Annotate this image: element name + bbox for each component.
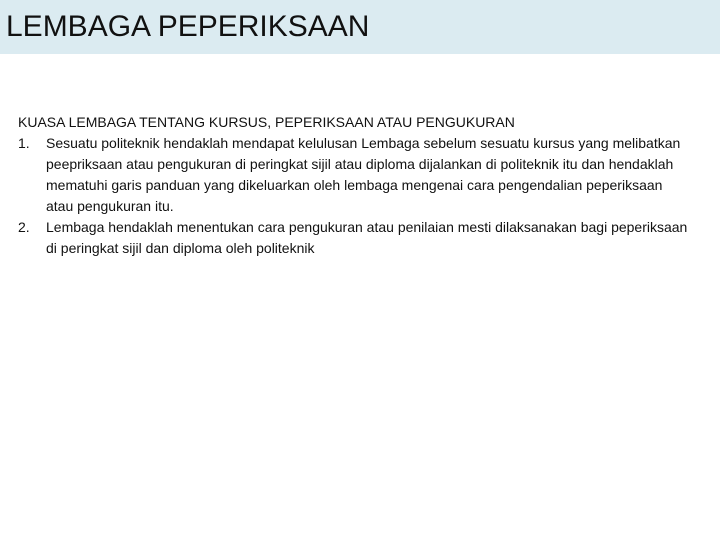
title-bar xyxy=(0,0,720,54)
list-item-number: 1. xyxy=(18,135,30,151)
list-item-text: Sesuatu politeknik hendaklah mendapat kelulusan Lembaga sebelum sesuatu kursus yang melibatkan peepriksaan atau pengukuran di peringkat sijil atau diploma dijalankan di politeknik itu dan hendaklah mematuhi garis panduan yang dikeluarkan oleh lembaga mengenai cara pengendalian peperiksaan atau pengukuran itu. xyxy=(46,135,681,214)
list-item-number: 2. xyxy=(18,219,30,235)
slide-title: LEMBAGA PEPERIKSAAN xyxy=(6,10,370,43)
numbered-list xyxy=(18,133,690,259)
section-heading: KUASA LEMBAGA TENTANG KURSUS, PEPERIKSAAN ATAU PENGUKURAN xyxy=(18,114,515,130)
list-item xyxy=(18,217,690,259)
list-item-text: Lembaga hendaklah menentukan cara pengukuran atau penilaian mesti dilaksanakan bagi peperiksaan di peringkat sijil dan diploma oleh politeknik xyxy=(46,219,688,256)
list-item xyxy=(18,133,690,217)
slide-content xyxy=(18,112,690,259)
